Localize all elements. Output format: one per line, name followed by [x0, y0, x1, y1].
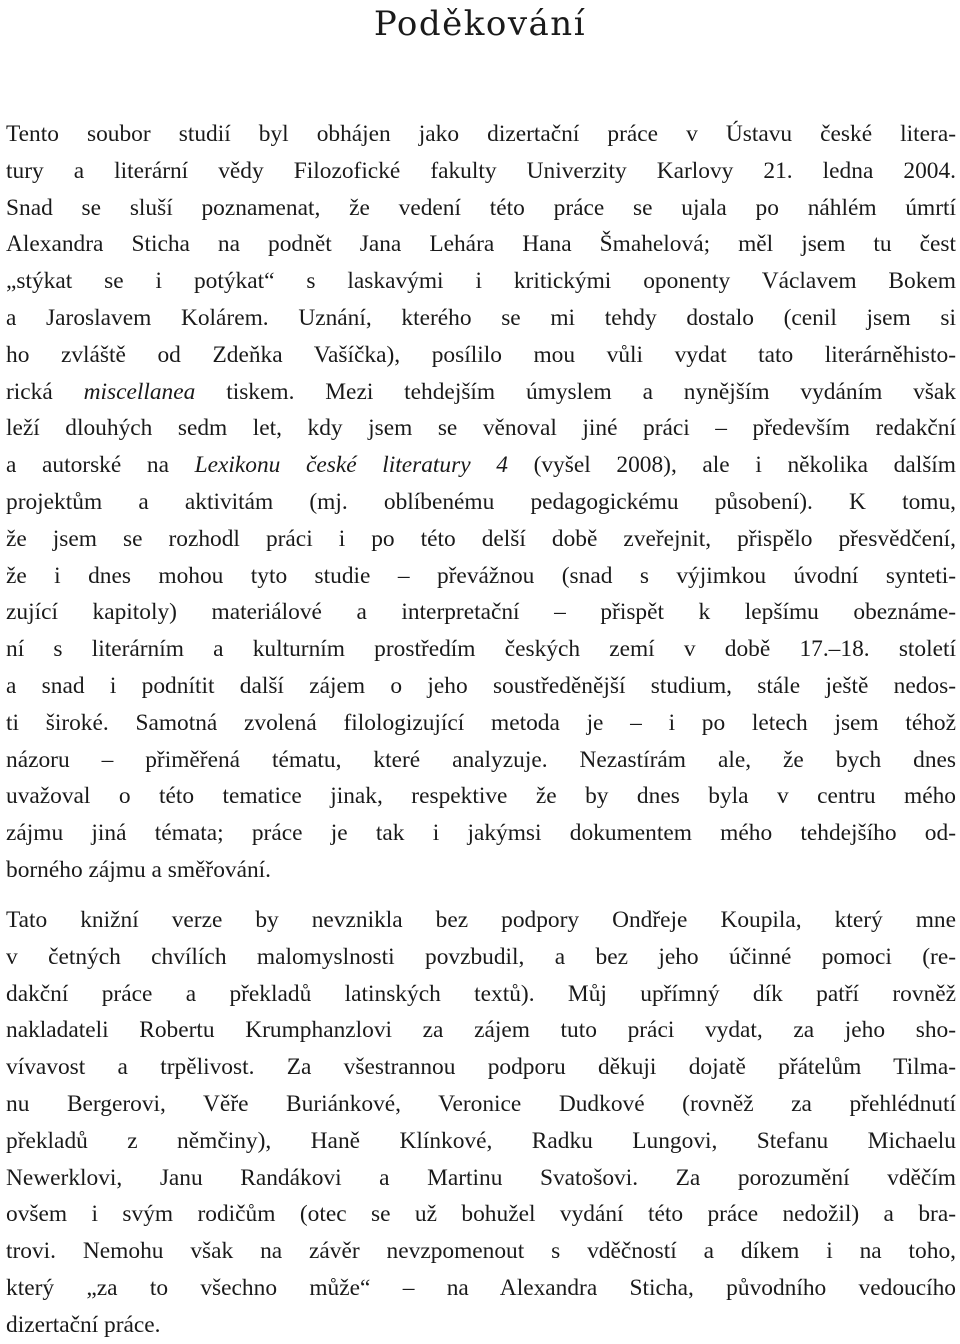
text-line — [6, 902, 956, 939]
text-segment: že jsem se rozhodl práci i po této delší době zveřejnit, přispělo přesvědčení, — [6, 525, 956, 552]
text-segment: projektům a aktivitám (mj. oblíbenému pedagogickému působení). K tomu, — [6, 488, 956, 515]
text-line — [6, 1160, 956, 1197]
text-segment: ti široké. Samotná zvolená filologizující metoda je – i po letech jsem téhož — [6, 709, 956, 736]
text-segment: zájmu jiná témata; práce je tak i jakýmsi dokumentem mého tehdejšího od- — [6, 820, 956, 847]
text-segment: názoru – přiměřená tématu, které analyzuje. Nezastírám ale, že bych dnes — [6, 746, 956, 773]
text-segment: vívavost a trpělivost. Za všestrannou podporu děkuji dojatě přátelům Tilma- — [6, 1054, 956, 1081]
text-segment: (vyšel 2008), ale i několika dalším — [507, 452, 956, 479]
text-segment: tury a literární vědy Filozofické fakulty Univerzity Karlovy 21. ledna 2004. — [6, 157, 956, 184]
text-line — [6, 226, 956, 263]
text-segment: nakladateli Robertu Krumphanzlovi za zájem tuto práci vydat, za jeho sho- — [6, 1017, 956, 1044]
text-segment: Newerklovi, Janu Randákovi a Martinu Svatošovi. Za porozumění vděčím — [6, 1164, 956, 1191]
text-line — [6, 521, 956, 558]
text-segment: zující kapitoly) materiálové a interpretační – přispět k lepšímu obeznáme- — [6, 599, 956, 626]
text-segment: rická — [6, 378, 84, 405]
text-segment: uvažoval o této tematice jinak, respektive že by dnes byla v centru mého — [6, 783, 956, 810]
text-segment: leží dlouhých sedm let, kdy jsem se věnoval jiné práci – především redakční — [6, 415, 956, 442]
text-line — [6, 976, 956, 1013]
text-segment: „stýkat se i potýkat“ s laskavými i kritickými oponenty Václavem Bokem — [6, 268, 956, 295]
text-line — [6, 939, 956, 976]
italic-text: Lexikonu české literatury 4 — [194, 452, 508, 479]
text-line — [6, 263, 956, 300]
text-line — [6, 484, 956, 521]
paragraph-1 — [6, 116, 956, 889]
text-segment: Tento soubor studií byl obhájen jako dizertační práce v Ústavu české litera- — [6, 121, 956, 147]
text-line — [6, 742, 956, 779]
text-segment: v četných chvílích malomyslnosti povzbudil, a bez jeho účinné pomoci (re- — [6, 943, 956, 970]
text-segment: který „za to všechno může“ – na Alexandra Sticha, původního vedoucího — [6, 1274, 956, 1301]
text-segment: trovi. Nemohu však na závěr nevzpomenout s vděčností a díkem i na toho, — [6, 1238, 956, 1265]
text-segment: tiskem. Mezi tehdejším úmyslem a nynějším vydáním však — [195, 378, 956, 405]
text-segment: nu Bergerovi, Věře Buriánkové, Veronice Dudkové (rovněž za přehlédnutí — [6, 1090, 956, 1117]
text-line — [6, 668, 956, 705]
paragraph-2 — [6, 902, 956, 1344]
text-line — [6, 410, 956, 447]
text-segment: dakční práce a překladů latinských textů). Můj upřímný dík patří rovněž — [6, 980, 956, 1007]
text-line — [6, 153, 956, 190]
text-line — [6, 1270, 956, 1307]
text-line — [6, 447, 956, 484]
text-segment: a Jaroslavem Kolárem. Uznání, kterého se mi tehdy dostalo (cenil jsem si — [6, 304, 956, 331]
text-segment: ho zvláště od Zdeňka Vašíčka), posílilo mou vůli vydat tato literárněhisto- — [6, 341, 956, 368]
text-line — [6, 337, 956, 374]
text-line — [6, 1196, 956, 1233]
text-line — [6, 778, 956, 815]
text-line — [6, 1012, 956, 1049]
text-segment: překladů z němčiny), Haně Klínkové, Radku Lungovi, Stefanu Michaelu — [6, 1127, 956, 1154]
text-segment: dizertační práce. — [6, 1311, 161, 1338]
text-line — [6, 374, 956, 411]
text-line — [6, 815, 956, 852]
text-line — [6, 705, 956, 742]
text-line — [6, 558, 956, 595]
text-segment: Snad se sluší poznamenat, že vedení této práce se ujala po náhlém úmrtí — [6, 194, 956, 221]
text-line — [6, 1123, 956, 1160]
text-line — [6, 1049, 956, 1086]
text-line — [6, 1307, 956, 1344]
text-line — [6, 594, 956, 631]
text-segment: borného zájmu a směřování. — [6, 856, 272, 883]
text-line — [6, 631, 956, 668]
text-segment: že i dnes mohou tyto studie – převážnou (snad s výjimkou úvodní synteti- — [6, 562, 956, 589]
text-segment: a autorské na — [6, 452, 195, 479]
text-segment: Tato knižní verze by nevznikla bez podpory Ondřeje Koupila, který mne — [6, 907, 956, 933]
text-segment: Alexandra Sticha na podnět Jana Lehára Hana Šmahelová; měl jsem tu čest — [6, 231, 956, 258]
text-line — [6, 300, 956, 337]
text-line — [6, 116, 956, 153]
text-segment: ovšem i svým rodičům (otec se už bohužel vydání této práce nedožil) a bra- — [6, 1201, 956, 1228]
text-segment: a snad i podnítit další zájem o jeho soustředěnější studium, stále ještě nedos- — [6, 672, 956, 699]
text-line — [6, 852, 956, 889]
text-line — [6, 1086, 956, 1123]
italic-text: miscellanea — [83, 378, 196, 405]
page-title: Poděkování — [373, 4, 587, 44]
text-line — [6, 1233, 956, 1270]
text-line — [6, 190, 956, 227]
text-segment: ní s literárním a kulturním prostředím českých zemí v době 17.–18. století — [6, 636, 956, 663]
